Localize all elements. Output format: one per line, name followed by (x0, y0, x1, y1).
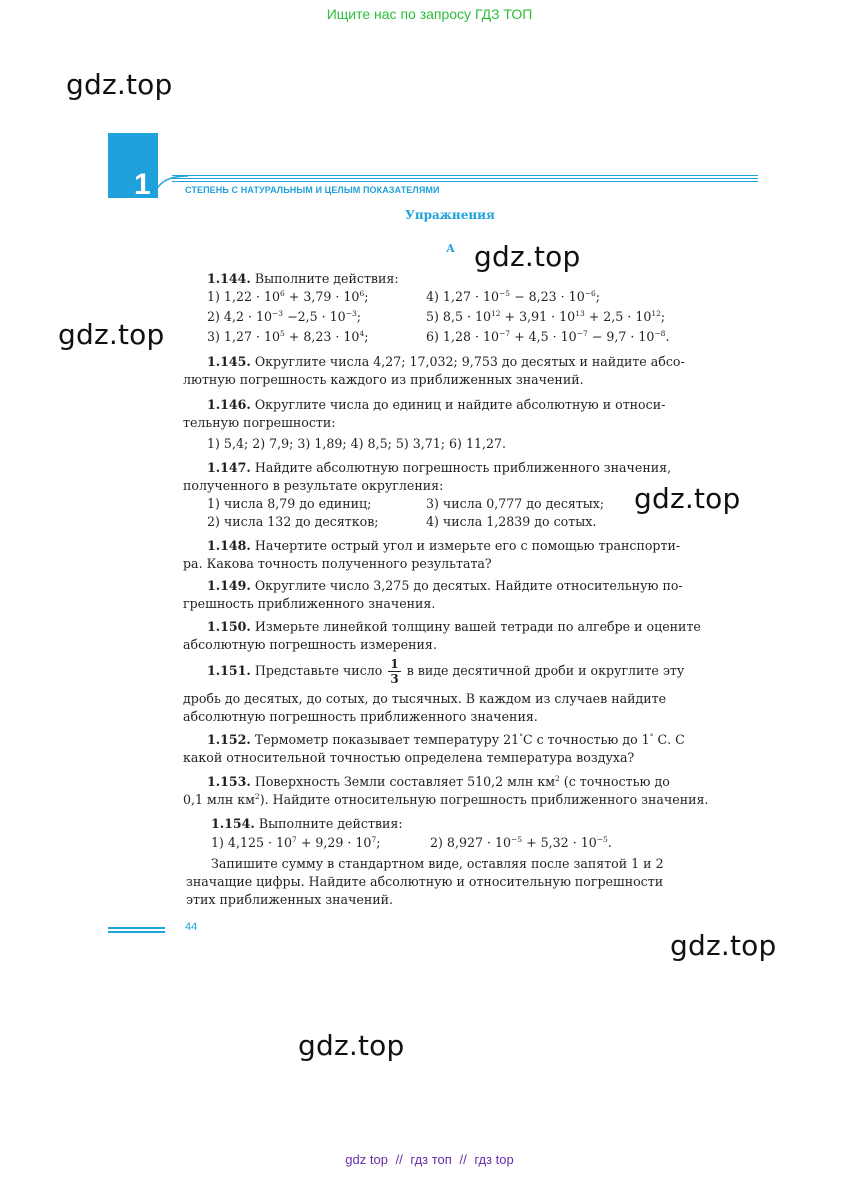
chapter-number: 1 (134, 168, 151, 201)
exercise-1-147-item-4: 4) числа 1,2839 до сотых. (426, 514, 597, 529)
exercise-1-152-line: какой относительной точностью определена температура воздуха? (183, 750, 635, 765)
fraction-one-third: $\frac{1}{3}$ (390, 657, 399, 686)
exercise-1-151-line: дробь до десятых, до сотых, до тысячных. В каждом из случаев найдите (183, 691, 667, 706)
watermark-text: gdz.top (298, 1029, 405, 1062)
exercise-1-144-heading: 1.144. Выполните действия: (207, 271, 399, 286)
exercise-1-149-line: 1.149. Округлите число 3,275 до десятых. Найдите относительную по- (207, 578, 683, 593)
bottom-links (0, 1152, 859, 1167)
link-separator: // (395, 1152, 403, 1167)
exercise-1-149-line: грешность приближенного значения. (183, 596, 436, 611)
link-gdz-top-ru[interactable]: гдз топ (410, 1152, 452, 1167)
exercise-1-150-line: 1.150. Измерьте линейкой толщину вашей тетради по алгебре и оцените (207, 619, 701, 634)
exercise-1-153-line: 0,1 млн $км^2$). Найдите относительную погрешность приближенного значения. (183, 792, 709, 807)
exercise-1-154-heading: 1.154. Выполните действия: (211, 816, 403, 831)
link-gdz-top[interactable]: gdz top (345, 1152, 388, 1167)
exercise-1-151-line: 1.151. Представьте число $\frac{1}{3}$ в виде десятичной дроби и округлите эту (207, 657, 685, 686)
exercise-1-144-item-5: 5) $8,5 \cdot 10^{12} + 3,91 \cdot 10^{13} + 2,5 \cdot 10^{12}$; (426, 309, 666, 324)
exercise-1-152-line: 1.152. Термометр показывает температуру 21°С с точностью до 1° С. С (207, 732, 685, 747)
link-separator: // (459, 1152, 467, 1167)
search-promo-link[interactable]: Ищите нас по запросу ГДЗ ТОП (326, 6, 533, 22)
header-rule (172, 178, 758, 179)
footer-rule (108, 927, 165, 929)
watermark-text: gdz.top (670, 929, 777, 962)
exercise-1-147-item-3: 3) числа 0,777 до десятых; (426, 496, 605, 511)
exercise-1-145-line: 1.145. Округлите числа 4,27; 17,032; 9,753 до десятых и найдите абсо- (207, 354, 685, 369)
exercise-1-153-line: 1.153. Поверхность Земли составляет 510,2 млн $км^2$ (с точностью до (207, 774, 670, 789)
exercise-1-148-line: ра. Какова точность полученного результата? (183, 556, 492, 571)
exercise-1-154-line: значащие цифры. Найдите абсолютную и относительную погрешности (186, 874, 664, 889)
page-number: 44 (185, 921, 198, 933)
exercise-1-154-line: этих приближенных значений. (186, 892, 394, 907)
exercise-1-150-line: абсолютную погрешность измерения. (183, 637, 437, 652)
exercise-1-144-item-4: 4) $1,27 \cdot 10^{-5} - 8,23 \cdot 10^{-6}$; (426, 289, 601, 304)
exercise-1-146-line: 1.146. Округлите числа до единиц и найдите абсолютную и относи- (207, 397, 666, 412)
difficulty-level: А (446, 242, 455, 255)
exercise-1-146-items: 1) 5,4; 2) 7,9; 3) 1,89; 4) 8,5; 5) 3,71; 6) 11,27. (207, 436, 507, 451)
exercise-1-144-item-6: 6) $1,28 \cdot 10^{-7} + 4,5 \cdot 10^{-7} - 9,7 \cdot 10^{-8}$. (426, 329, 670, 344)
watermark-text: gdz.top (474, 240, 581, 273)
watermark-text: gdz.top (66, 68, 173, 101)
footer-rule (108, 931, 165, 933)
section-title: Упражнения (405, 208, 495, 222)
exercise-1-151-line: абсолютную погрешность приближенного значения. (183, 709, 538, 724)
exercise-1-147-item-2: 2) числа 132 до десятков; (207, 514, 379, 529)
exercise-1-154-line: Запишите сумму в стандартном виде, оставляя после запятой 1 и 2 (211, 856, 664, 871)
exercise-1-147-item-1: 1) числа 8,79 до единиц; (207, 496, 372, 511)
exercise-1-147-line: 1.147. Найдите абсолютную погрешность приближенного значения, (207, 460, 672, 475)
watermark-text: gdz.top (58, 318, 165, 351)
header-rule (172, 181, 758, 182)
exercise-1-148-line: 1.148. Начертите острый угол и измерьте его с помощью транспорти- (207, 538, 681, 553)
exercise-1-144-item-3: 3) $1,27 \cdot 10^5 + 8,23 \cdot 10^4$; (207, 329, 369, 344)
exercise-1-145-line: лютную погрешность каждого из приближенных значений. (183, 372, 584, 387)
exercise-1-154-item-1: 1) $4,125 \cdot 10^7 + 9,29 \cdot 10^7$; (211, 835, 381, 850)
exercise-1-144-item-2: 2) $4,2 \cdot 10^{-3} -2,5 \cdot 10^{-3}$; (207, 309, 361, 324)
link-gdz-top-mixed[interactable]: гдз top (474, 1152, 514, 1167)
header-rule (172, 175, 758, 176)
exercise-1-147-line: полученного в результате округления: (183, 478, 444, 493)
exercise-1-146-line: тельную погрешности: (183, 415, 336, 430)
watermark-text: gdz.top (634, 482, 741, 515)
chapter-title: СТЕПЕНЬ С НАТУРАЛЬНЫМ И ЦЕЛЫМ ПОКАЗАТЕЛЯМИ (185, 185, 440, 195)
exercise-1-144-item-1: 1) $1,22 \cdot 10^6 + 3,79 \cdot 10^6$; (207, 289, 369, 304)
exercise-1-154-item-2: 2) $8,927 \cdot 10^{-5} + 5,32 \cdot 10^{-5}$. (430, 835, 612, 850)
